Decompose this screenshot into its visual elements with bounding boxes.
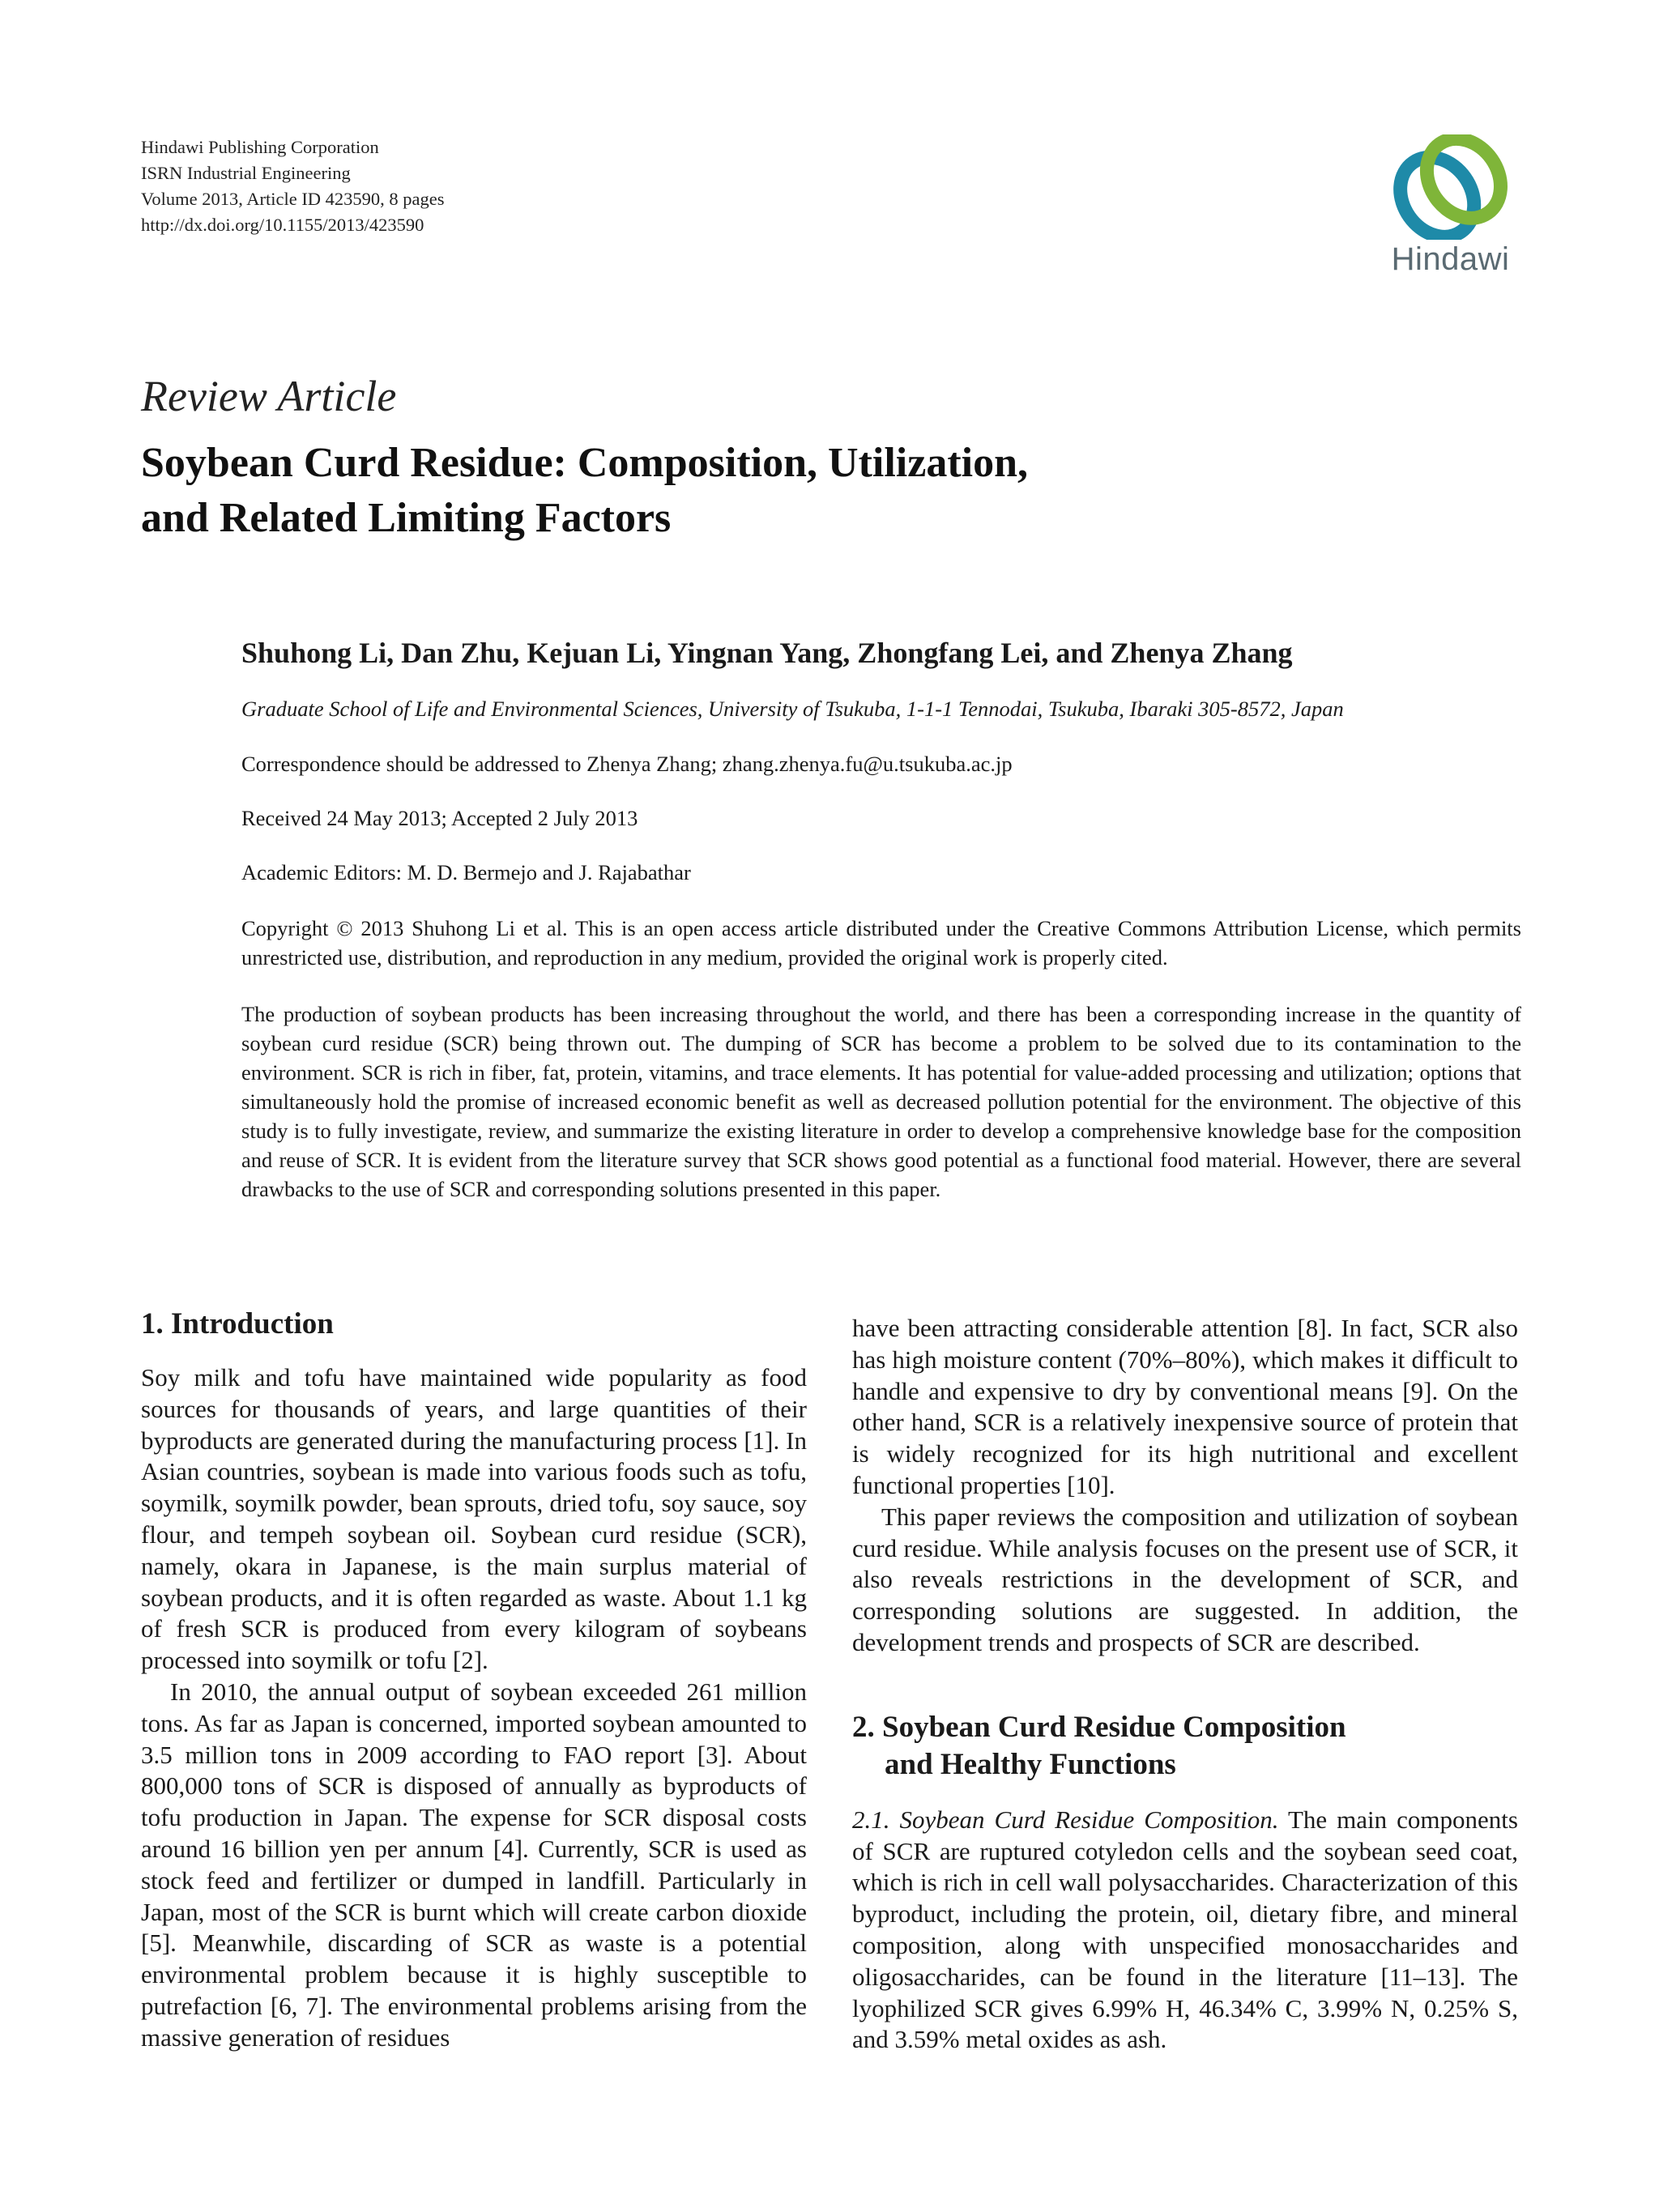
paragraph — [852, 1805, 1518, 2056]
volume-info: Volume 2013, Article ID 423590, 8 pages — [141, 189, 445, 209]
paragraph: In 2010, the annual output of soybean exceeded 261 million tons. As far as Japan is concerned, imported soybean amounted to 3.5 million tons in 2009 according to FAO report [3]. About 800,000 tons of SCR is disposed of annually as byproducts of tofu production in Japan. The expense for SCR disposal costs around 16 billion yen per annum [4]. Currently, SCR is used as stock feed and fertilizer or dumped in landfill. Particularly in Japan, most of the SCR is burnt which will create carbon dioxide [5]. Meanwhile, discarding of SCR as waste is a potential environmental problem because it is highly susceptible to putrefaction [6, 7]. The environmental problems arising from the massive generation of residues — [141, 1677, 807, 2052]
copyright-notice: Copyright © 2013 Shuhong Li et al. This is an open access article distributed under the Creative Commons Attribution License, which permits unrestricted use, distribution, and reproduction in any medium, provided the original work is properly cited. — [241, 916, 1521, 970]
right-column — [852, 1313, 1518, 2056]
abstract: The production of soybean products has been increasing throughout the world, and there has been a corresponding increase in the quantity of soybean curd residue (SCR) being thrown out. The dumping of SCR has become a problem to be solved due to its contamination to the environment. SCR is rich in fiber, fat, protein, vitamins, and trace elements. It has potential for value-added processing and utilization; options that simultaneously hold the promise of increased economic benefit as well as decreased pollution potential for the environment. The objective of this study is to fully investigate, review, and summarize the existing literature in order to develop a comprehensive knowledge base for the composition and reuse of SCR. It is evident from the literature survey that SCR shows good potential as a functional food material. However, there are several drawbacks to the use of SCR and corresponding solutions presented in this paper. — [241, 1002, 1521, 1201]
article-title — [141, 436, 1567, 546]
article-type: Review Article — [141, 372, 397, 420]
title-line-2: and Related Limiting Factors — [141, 495, 672, 541]
section-heading-line-1: 2. Soybean Curd Residue Composition — [852, 1710, 1346, 1744]
paragraph: This paper reviews the composition and utilization of soybean curd residue. While analysis focuses on the present use of SCR, it also reveals restrictions in the development of SCR, and corresponding solutions are suggested. In addition, the development trends and prospects of SCR are described. — [852, 1502, 1518, 1656]
title-line-1: Soybean Curd Residue: Composition, Utilization, — [141, 440, 1028, 486]
paragraph: have been attracting considerable attention [8]. In fact, SCR also has high moisture content (70%–80%), which makes it difficult to handle and expensive to dry by conventional means [9]. On the other hand, SCR is a relatively inexpensive source of protein that is widely recognized for its high nutritional and excellent functional properties [10]. — [852, 1314, 1518, 1499]
affiliation: Graduate School of Life and Environmental Sciences, University of Tsukuba, 1-1-1 Tennodai, Tsukuba, Ibaraki 305-8572, Japan — [241, 697, 1344, 721]
left-column — [141, 1306, 807, 2054]
correspondence: Correspondence should be addressed to Zhenya Zhang; zhang.zhenya.fu@u.tsukuba.ac.jp — [241, 752, 1013, 776]
doi-link[interactable]: http://dx.doi.org/10.1155/2013/423590 — [141, 215, 424, 235]
logo-rings-icon — [1375, 134, 1525, 240]
paragraph: Soy milk and tofu have maintained wide popularity as food sources for thousands of years, and large quantities of their byproducts are generated during the manufacturing process [1]. In Asian countries, soybean is made into various foods such as tofu, soymilk, soymilk powder, bean sprouts, dried tofu, soy sauce, soy flour, and tempeh soybean oil. Soybean curd residue (SCR), namely, okara in Japanese, is the main surplus material of soybean products, and it is often regarded as waste. About 1.1 kg of fresh SCR is produced from every kilogram of soybeans processed into soymilk or tofu [2]. — [141, 1363, 807, 1675]
section-heading-introduction: 1. Introduction — [141, 1307, 334, 1340]
journal-name: ISRN Industrial Engineering — [141, 163, 351, 183]
subsection-text: The main components of SCR are ruptured cotyledon cells and the soybean seed coat, which is rich in cell wall polysaccharides. Characterization of this byproduct, including the protein, oil, dietary fibre, and mineral composition, along with unspecified monosaccharides and oligosaccharides, can be found in the literature [11–13]. The lyophilized SCR gives 6.99% H, 46.34% C, 3.99% N, 0.25% S, and 3.59% metal oxides as ash. — [852, 1805, 1518, 2054]
subsection-label: 2.1. Soybean Curd Residue Composition. — [852, 1805, 1279, 1834]
journal-header — [141, 134, 445, 238]
academic-editors: Academic Editors: M. D. Bermejo and J. Rajabathar — [241, 860, 691, 884]
section-heading-line-2: and Healthy Functions — [885, 1747, 1176, 1781]
author-list: Shuhong Li, Dan Zhu, Kejuan Li, Yingnan Yang, Zhongfang Lei, and Zhenya Zhang — [241, 637, 1293, 669]
publisher-name: Hindawi Publishing Corporation — [141, 137, 379, 157]
logo-text: Hindawi — [1391, 241, 1510, 277]
hindawi-logo — [1375, 134, 1525, 280]
section-heading-composition — [852, 1709, 1518, 1784]
received-dates: Received 24 May 2013; Accepted 2 July 2013 — [241, 806, 638, 830]
